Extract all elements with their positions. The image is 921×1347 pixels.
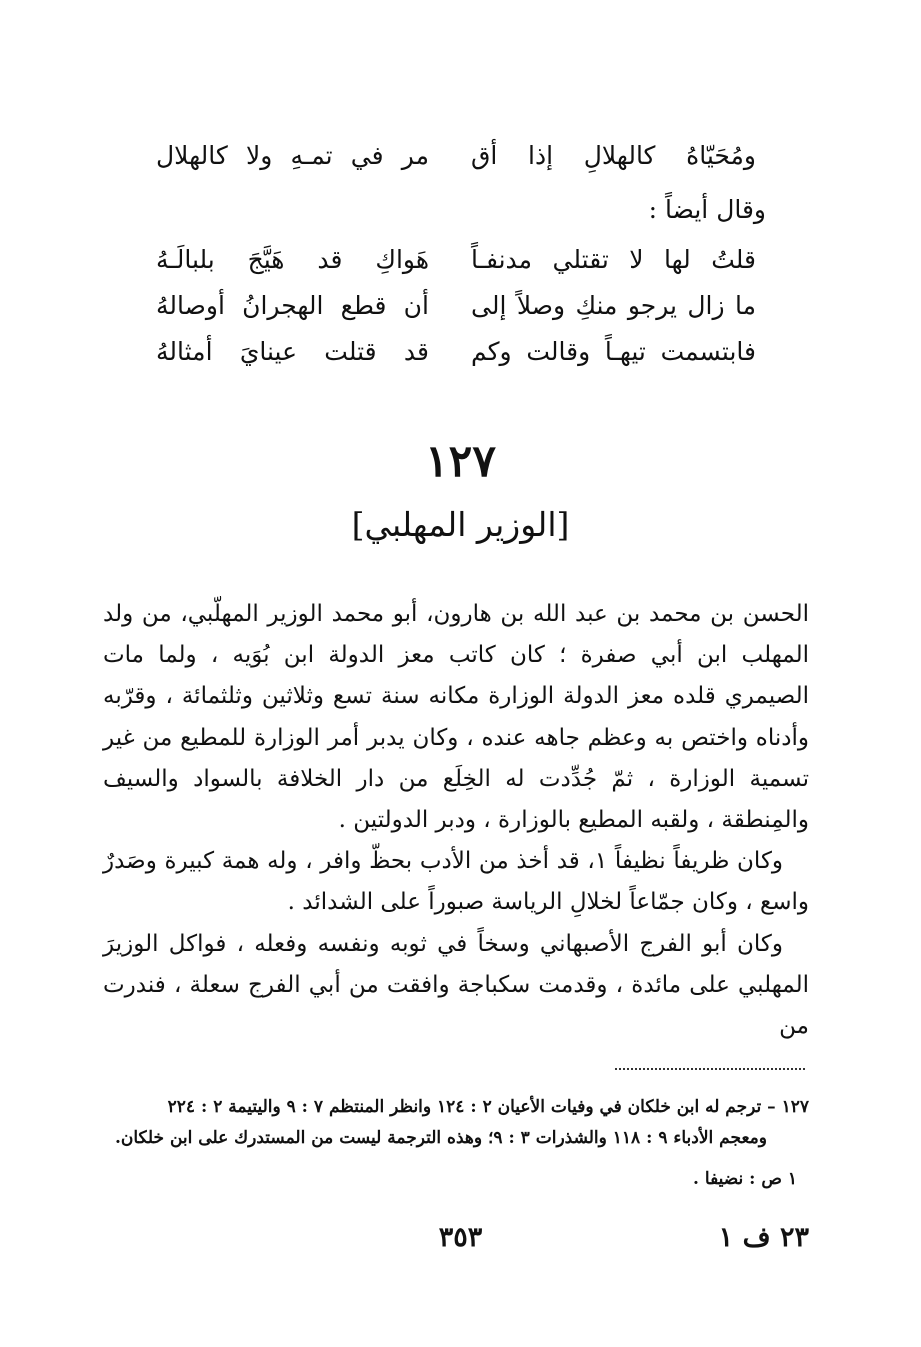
hemistich-right: ومُحَيّاهُ كالهلالِ إذا أق xyxy=(471,141,756,170)
paragraph-1: الحسن بن محمد بن عبد الله بن هارون، أبو محمد الوزير المهلّبي، من ولد المهلب ابن أبي صفرة ؛ كان كاتب معز الدولة ابن بُوَيه ، ولما مات الصيمري قلده معز الدولة الوزارة مكانه سنة تسع وثلاثين وثلثمائة ، وقرّبه وأدناه واختص به وعظم جاهه عنده ، وكان يدبر أمر الوزارة للمطيع من غير تسمية الوزارة ، ثمّ جُدِّدت له الخِلَع من دار الخلافة بالسواد والسيف والمِنطقة ، ولقبه المطيع بالوزارة ، ودبر الدولتين . xyxy=(103,601,809,834)
verse-2 xyxy=(156,288,756,324)
hemistich-left: مر في تمـهِ ولا كالهلال xyxy=(156,141,429,170)
footnote-entry: ١٢٧ – ترجم له ابن خلكان في وفيات الأعيان ٢ : ١٢٤ وانظر المنتظم ٧ : ٩ واليتيمة ٢ : ٢٢٤ xyxy=(167,1097,809,1117)
hemistich-right: قلتُ لها لا تقتلي مدنفـاً xyxy=(471,245,756,274)
printer-signature: ٢٣ ف ١ xyxy=(718,1222,809,1253)
hemistich-left: أن قطع الهجرانُ أوصالهُ xyxy=(156,291,429,320)
hemistich-left: قد قتلت عينايَ أمثالهُ xyxy=(156,337,429,366)
footnotes xyxy=(109,1092,809,1195)
entry-title: [الوزير المهلبي] xyxy=(351,505,570,544)
footnote-divider xyxy=(615,1068,805,1070)
intro-line: وقال أيضاً : xyxy=(648,195,766,224)
footnote-1: ١ ص : نضيفا . xyxy=(693,1169,797,1189)
paragraph-3: وكان أبو الفرج الأصبهاني وسخاً في ثوبه ونفسه وفعله ، فواكل الوزيرَ المهلبي على مائدة ، وقدمت سكباجة وافقت من أبي الفرج سعلة ، فندرت من xyxy=(103,930,809,1040)
verse-top-1 xyxy=(156,138,756,174)
paragraph-2: وكان ظريفاً نظيفاً ١، قد أخذ من الأدب بحظّ وافر ، وله همة كبيرة وصَدرٌ واسع ، وكان جمّاعاً لخلالِ الرياسة صبوراً على الشدائد . xyxy=(103,848,809,916)
hemistich-right: ما زال يرجو منكِ وصلاً إلى xyxy=(471,291,756,320)
verse-1 xyxy=(156,242,756,278)
biography-text xyxy=(103,594,809,1047)
entry-number: ١٢٧ xyxy=(425,436,496,487)
verse-3 xyxy=(156,334,756,370)
footnote-entry-continued: ومعجم الأدباء ٩ : ١١٨ والشذرات ٣ : ٩؛ وهذه الترجمة ليست من المستدرك على ابن خلكان. xyxy=(114,1128,767,1148)
hemistich-right: فابتسمت تيهـاً وقالت وكم xyxy=(471,337,756,366)
hemistich-left: هَواكِ قد هَيَّجَ بلبالَـهُ xyxy=(156,245,429,274)
page-number: ٣٥٣ xyxy=(438,1222,483,1253)
